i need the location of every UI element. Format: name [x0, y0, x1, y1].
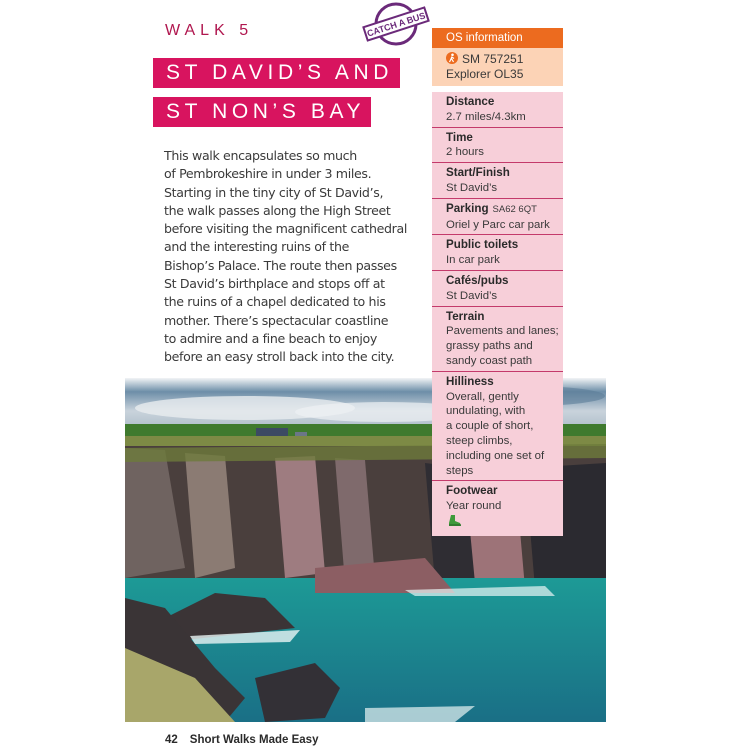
bus-roundel-icon [362, 0, 430, 52]
info-label: Hilliness [446, 374, 494, 388]
info-value: 2 hours [446, 146, 484, 159]
os-map-name: Explorer OL35 [446, 67, 524, 81]
catch-a-bus-badge [362, 0, 430, 52]
info-label: Cafés/pubs [446, 273, 509, 287]
info-value: St David’s [446, 181, 498, 194]
info-value: Oriel y Parc car park [446, 218, 550, 231]
info-row-time [432, 128, 563, 164]
info-label: Footwear [446, 484, 498, 498]
intro-line: Starting in the tiny city of St David’s, [164, 184, 384, 200]
intro-line: to admire and a fine beach to enjoy [164, 330, 378, 346]
info-value: steep climbs, [446, 434, 513, 447]
info-value: St David’s [446, 289, 498, 302]
intro-line: Bishop’s Palace. The route then passes [164, 257, 397, 273]
info-value: grassy paths and [446, 340, 533, 353]
walking-boot-icon [448, 514, 563, 532]
walker-icon [446, 52, 458, 64]
info-value: 2.7 miles/4.3km [446, 110, 526, 123]
title-line-2: ST NON’S BAY [153, 97, 371, 127]
os-grid-reference: SM 757251 [462, 52, 524, 66]
intro-line: mother. There’s spectacular coastline [164, 312, 389, 328]
info-value: Year round [446, 500, 502, 513]
info-value: Overall, gently [446, 390, 519, 403]
intro-line: before visiting the magnificent cathedral [164, 221, 407, 237]
os-information-body [432, 48, 563, 86]
info-value: Pavements and lanes; [446, 325, 559, 338]
walk-label: WALK 5 [165, 22, 254, 39]
badge-label: CATCH A BUS [365, 10, 427, 39]
info-label: Public toilets [446, 238, 519, 252]
info-row-start-finish [432, 163, 563, 199]
intro-line: before an easy stroll back into the city. [164, 349, 395, 365]
info-row-public-toilets [432, 235, 563, 271]
info-row-cafes-pubs [432, 271, 563, 307]
info-value: undulating, with [446, 405, 526, 418]
info-row-footwear [432, 481, 563, 535]
info-row-distance [432, 92, 563, 128]
info-row-terrain [432, 307, 563, 372]
intro-line: the ruins of a chapel dedicated to his [164, 294, 386, 310]
intro-line: This walk encapsulates so much [164, 148, 357, 163]
parking-postcode: SA62 6QT [492, 203, 537, 215]
info-label: Start/Finish [446, 166, 510, 180]
info-label: Parking [446, 201, 489, 215]
info-value: steps [446, 464, 474, 477]
info-label: Time [446, 130, 473, 144]
info-value: including one set of [446, 449, 545, 462]
book-title: Short Walks Made Easy [189, 734, 319, 746]
intro-line: St David’s birthplace and stops off at [164, 276, 385, 292]
intro-line: the walk passes along the High Street [164, 202, 391, 218]
intro-line: of Pembrokeshire in under 3 miles. [164, 166, 372, 182]
info-row-parking [432, 199, 563, 236]
title-line-1: ST DAVID’S AND [153, 58, 400, 88]
info-label: Terrain [446, 309, 485, 323]
os-information-heading: OS information [432, 28, 563, 48]
intro-paragraph [164, 147, 426, 367]
info-panel [432, 28, 563, 536]
info-value: a couple of short, [446, 420, 534, 433]
page-footer [165, 734, 318, 746]
info-value: In car park [446, 254, 500, 267]
info-row-hilliness [432, 372, 563, 482]
info-value: sandy coast path [446, 354, 533, 367]
page-number: 42 [165, 734, 178, 746]
info-label: Distance [446, 95, 495, 108]
intro-line: and the interesting ruins of the [164, 239, 349, 255]
